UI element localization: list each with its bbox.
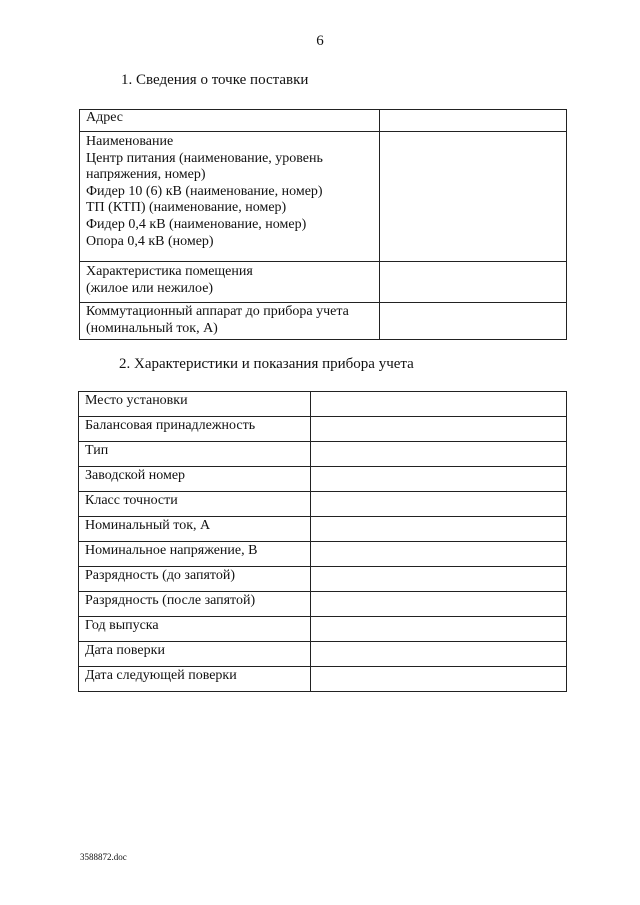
naming-label: Наименование Центр питания (наименование, уровень напряжения, номер) Фидер 10 (6) кВ (наименование, номер) ТП (КТП) (наименование, номер) Фидер 0,4 кВ (наименование, номер) Опора 0,4 кВ (номер) [80, 132, 380, 262]
verification-date-value [310, 642, 566, 667]
serial-number-label: Заводской номер [79, 467, 311, 492]
table-row [80, 110, 567, 132]
table-row [79, 592, 567, 617]
rated-current-label: Номинальный ток, А [79, 517, 311, 542]
serial-number-value [310, 467, 566, 492]
table-row [79, 542, 567, 567]
switching-device-value [380, 303, 567, 340]
naming-value [380, 132, 567, 262]
type-value [310, 442, 566, 467]
digits-after-comma-label: Разрядность (после запятой) [79, 592, 311, 617]
install-place-value [310, 392, 566, 417]
install-place-label: Место установки [79, 392, 311, 417]
address-label: Адрес [80, 110, 380, 132]
accuracy-class-label: Класс точности [79, 492, 311, 517]
manufacture-year-label: Год выпуска [79, 617, 311, 642]
digits-before-comma-value [310, 567, 566, 592]
premises-type-value [380, 262, 567, 303]
table-row [79, 667, 567, 692]
next-verification-date-label: Дата следующей поверки [79, 667, 311, 692]
rated-current-value [310, 517, 566, 542]
table-row [80, 262, 567, 303]
section-2-title: 2. Характеристики и показания прибора учета [119, 356, 414, 372]
rated-voltage-value [310, 542, 566, 567]
balance-ownership-label: Балансовая принадлежность [79, 417, 311, 442]
delivery-point-table [79, 109, 567, 340]
table-row [79, 517, 567, 542]
table-row [79, 392, 567, 417]
table-row [79, 467, 567, 492]
table-row [80, 303, 567, 340]
verification-date-label: Дата поверки [79, 642, 311, 667]
table-row [79, 492, 567, 517]
digits-before-comma-label: Разрядность (до запятой) [79, 567, 311, 592]
next-verification-date-value [310, 667, 566, 692]
table-row [79, 417, 567, 442]
file-name: 3588872.doc [80, 852, 127, 862]
manufacture-year-value [310, 617, 566, 642]
type-label: Тип [79, 442, 311, 467]
accuracy-class-value [310, 492, 566, 517]
address-value [380, 110, 567, 132]
rated-voltage-label: Номинальное напряжение, В [79, 542, 311, 567]
page-number: 6 [316, 33, 324, 49]
meter-characteristics-table [78, 391, 567, 692]
table-row [79, 442, 567, 467]
digits-after-comma-value [310, 592, 566, 617]
table-row [79, 642, 567, 667]
balance-ownership-value [310, 417, 566, 442]
premises-type-label: Характеристика помещения (жилое или нежилое) [80, 262, 380, 303]
table-row [79, 567, 567, 592]
table-row [80, 132, 567, 262]
table-row [79, 617, 567, 642]
switching-device-label: Коммутационный аппарат до прибора учета (номинальный ток, А) [80, 303, 380, 340]
section-1-title: 1. Сведения о точке поставки [121, 72, 309, 88]
